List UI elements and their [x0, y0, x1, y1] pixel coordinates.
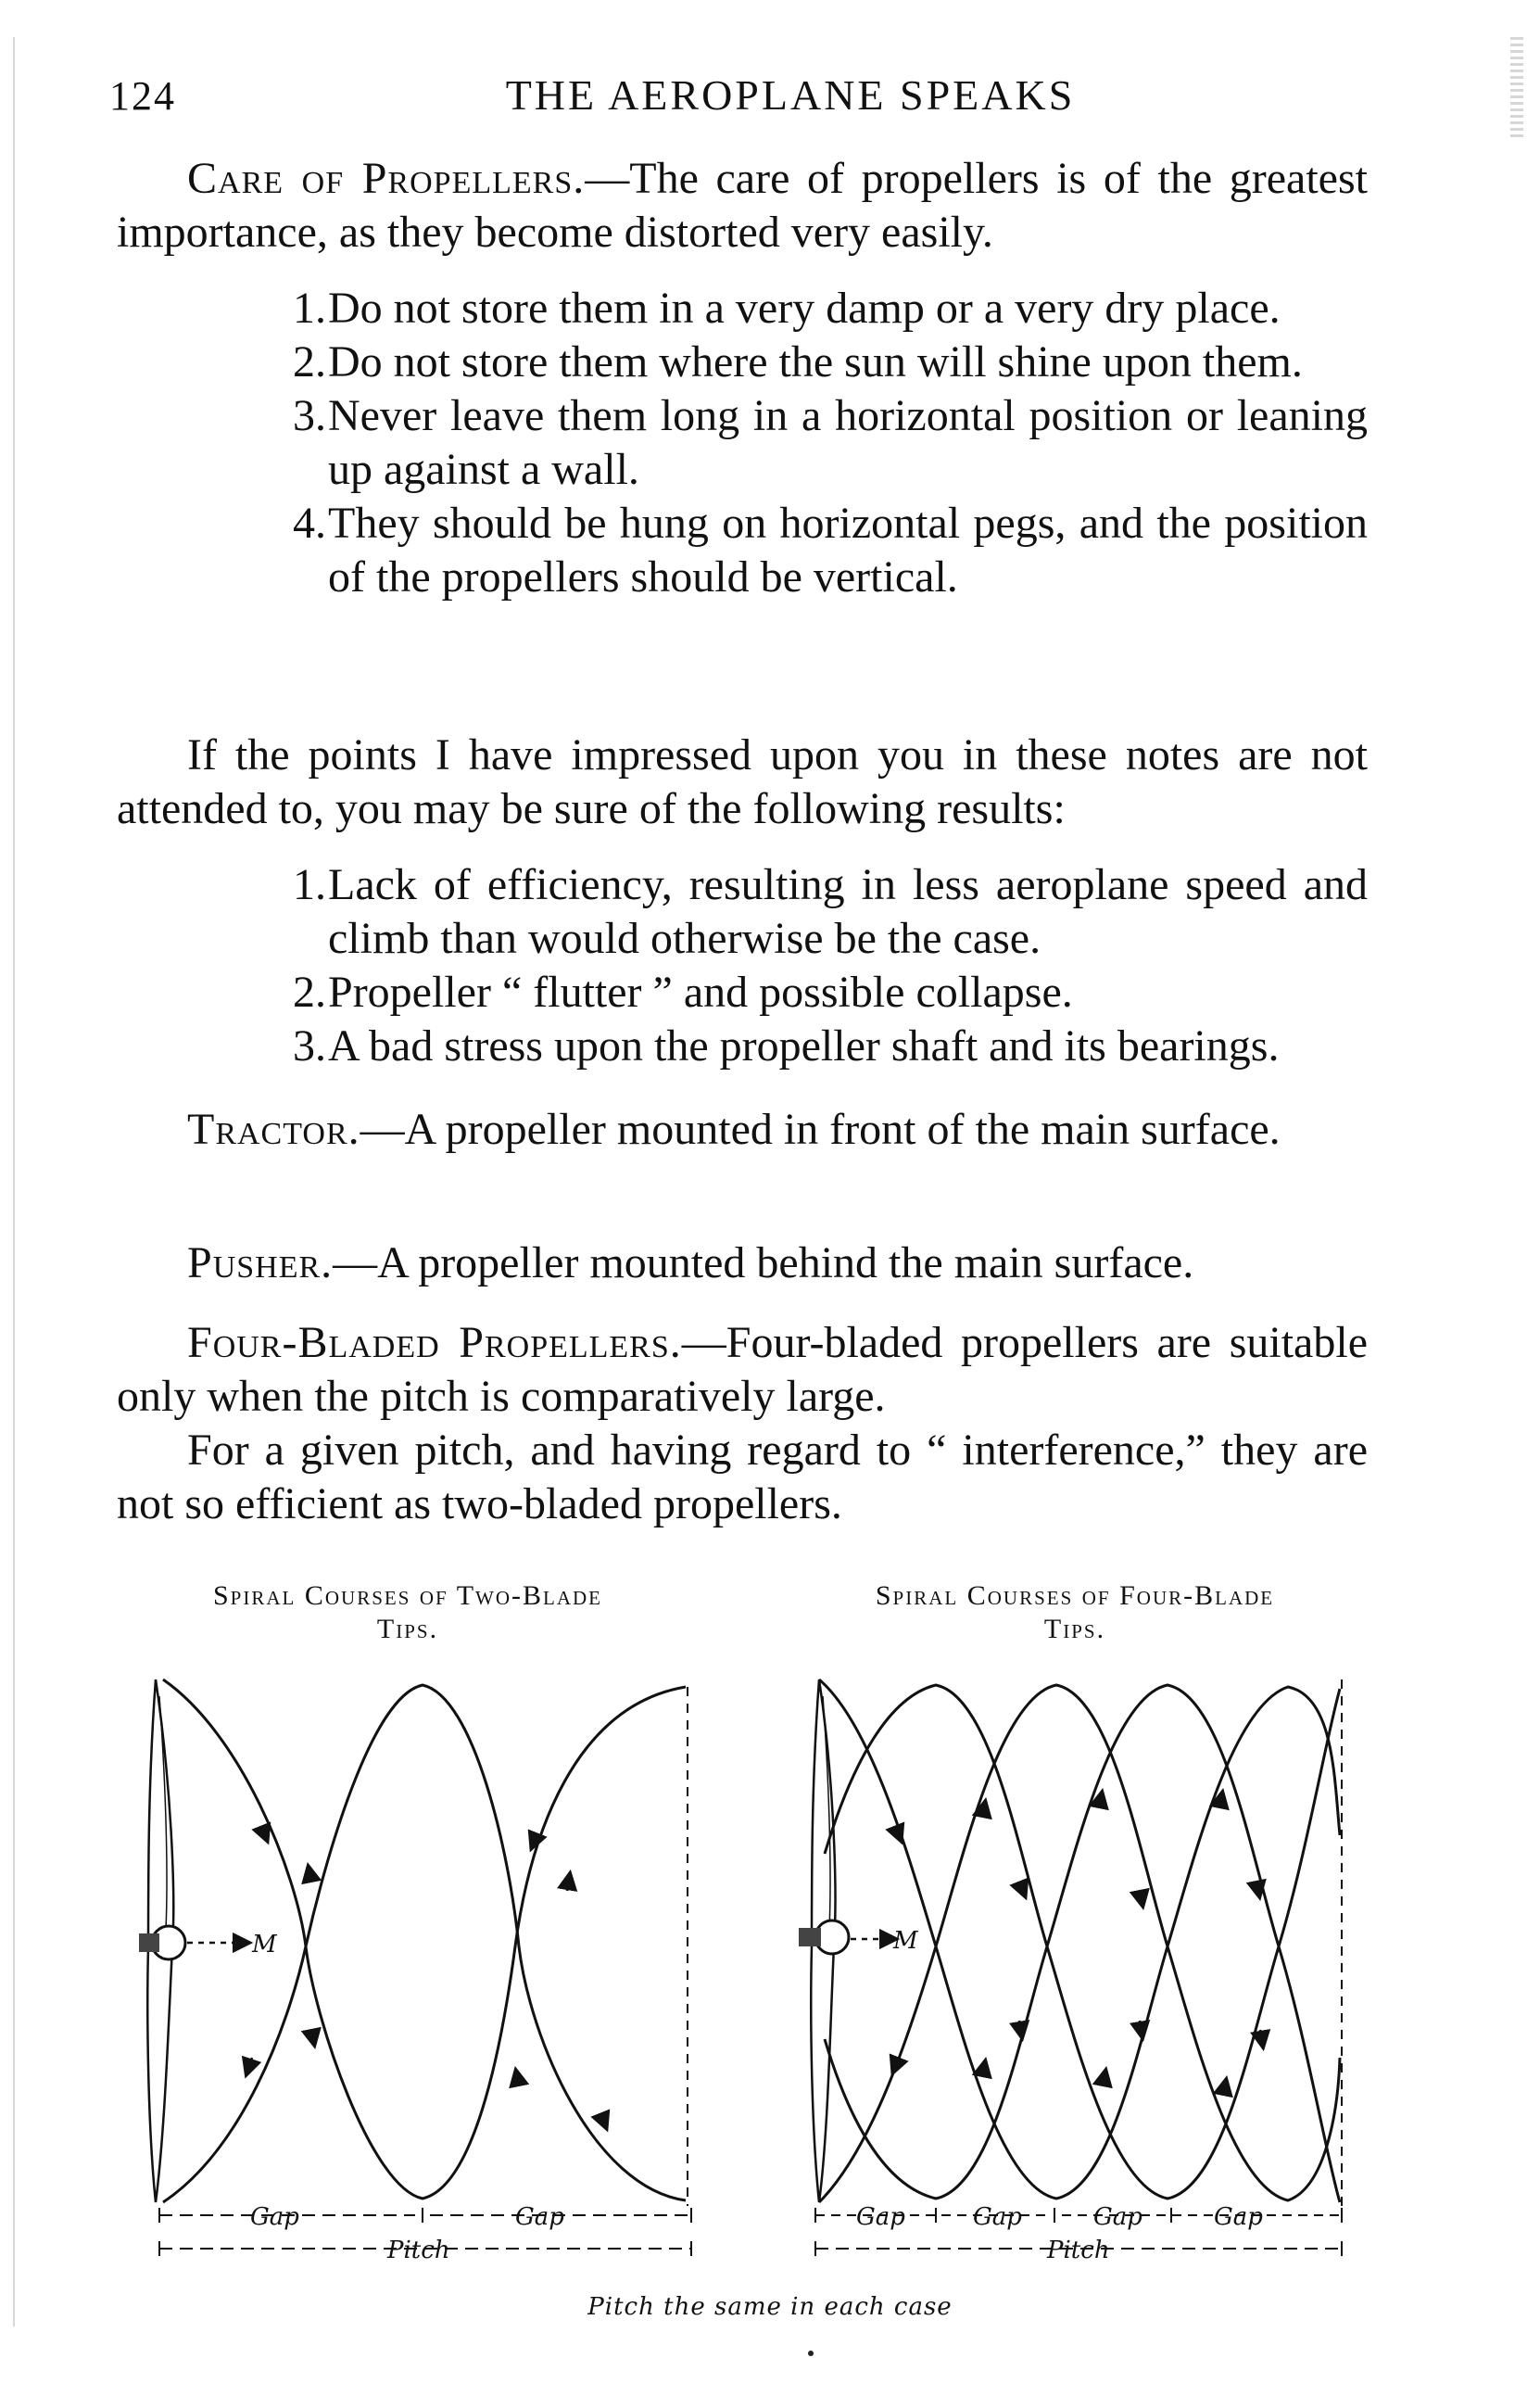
- left-figure-caption: [139, 1579, 676, 1646]
- care-section: [117, 152, 1368, 604]
- care-paragraph: [117, 152, 1368, 260]
- results-intro: If the points I have impressed upon you in these notes are not attended to, you may be sure of the following results:: [117, 730, 1368, 833]
- two-blade-spiral-course: [163, 1680, 686, 2199]
- four-bladed-body: —Four-bladed propellers are suitable only when the pitch is comparatively large.: [117, 1318, 1368, 1421]
- pusher-body: —A propeller mounted behind the main surface.: [333, 1238, 1194, 1287]
- two-blade-gap-label-1: Gap: [250, 2203, 299, 2231]
- spiral-courses-figure: [0, 1668, 1540, 2280]
- list-number: 1.: [293, 284, 326, 333]
- right-figure-caption: [797, 1579, 1353, 1646]
- list-number: 4.: [293, 499, 326, 548]
- two-blade-diagram: [139, 1680, 691, 2256]
- list-number: 2.: [293, 337, 326, 387]
- two-blade-marker-label: M: [252, 1931, 277, 1958]
- bottom-dot: [808, 2351, 814, 2356]
- tractor-section: [117, 1103, 1368, 1157]
- list-text: Never leave them long in a horizontal position or leaning up against a wall.: [328, 391, 1368, 494]
- scan-speckle: [1510, 37, 1523, 139]
- care-body: —The care of propellers is of the greatest importance, as they become distorted very easily.: [117, 154, 1369, 257]
- right-caption-line2: Tips.: [1043, 1614, 1106, 1644]
- two-blade-pitch-label: Pitch: [387, 2237, 450, 2264]
- list-item: [117, 966, 1368, 1020]
- list-item: [117, 336, 1368, 389]
- care-heading: Care of Propellers.: [187, 154, 586, 203]
- four-blade-gap-label-2: Gap: [973, 2203, 1022, 2231]
- four-blade-gap-label-4: Gap: [1214, 2203, 1263, 2231]
- figure-note: Pitch the same in each case: [587, 2293, 953, 2321]
- list-item: [117, 1020, 1368, 1073]
- list-item: [117, 858, 1368, 966]
- tractor-paragraph: [117, 1103, 1368, 1157]
- four-blade-gap-label-1: Gap: [856, 2203, 905, 2231]
- pusher-paragraph: [117, 1236, 1368, 1290]
- list-number: 2.: [293, 968, 326, 1017]
- list-item: [117, 282, 1368, 336]
- four-blade-pitch-label: Pitch: [1047, 2237, 1110, 2264]
- four-bladed-section: [117, 1316, 1368, 1531]
- list-item: [117, 497, 1368, 604]
- tractor-body: —A propeller mounted in front of the main surface.: [360, 1105, 1281, 1154]
- pusher-heading: Pusher.: [187, 1238, 334, 1287]
- list-text: Lack of efficiency, resulting in less aeroplane speed and climb than would otherwise be the case.: [328, 860, 1368, 963]
- results-list: [117, 858, 1368, 1073]
- left-caption-line2: Tips.: [376, 1614, 439, 1644]
- running-head: THE AEROPLANE SPEAKS: [505, 71, 1076, 119]
- results-section: [117, 729, 1368, 1073]
- two-blade-gap-label-2: Gap: [515, 2203, 564, 2231]
- four-bladed-paragraph-2: For a given pitch, and having regard to “ interference,” they are not so efficient as two-bladed propellers.: [117, 1426, 1368, 1528]
- list-text: Do not store them where the sun will shine upon them.: [328, 337, 1303, 387]
- list-text: Propeller “ flutter ” and possible collapse.: [328, 968, 1073, 1017]
- right-caption-line1: Spiral Courses of Four-Blade: [875, 1580, 1275, 1611]
- list-text: A bad stress upon the propeller shaft and its bearings.: [328, 1021, 1280, 1071]
- list-number: 3.: [293, 391, 326, 440]
- list-number: 1.: [293, 860, 326, 909]
- list-text: Do not store them in a very damp or a very dry place.: [328, 284, 1281, 333]
- page-header: [109, 65, 1370, 139]
- list-item: [117, 389, 1368, 497]
- four-bladed-paragraph: [117, 1316, 1368, 1424]
- four-blade-diagram: [799, 1680, 1342, 2256]
- four-blade-gap-label-3: Gap: [1093, 2203, 1142, 2231]
- pusher-section: [117, 1236, 1368, 1290]
- tractor-heading: Tractor.: [187, 1105, 360, 1154]
- four-blade-marker-label: M: [893, 1927, 918, 1955]
- page-number: 124: [109, 73, 176, 119]
- four-bladed-heading: Four-Bladed Propellers.: [187, 1318, 682, 1367]
- list-text: They should be hung on horizontal pegs, and the position of the propellers should be vertical.: [328, 499, 1368, 602]
- list-number: 3.: [293, 1021, 326, 1071]
- left-caption-line1: Spiral Courses of Two-Blade: [213, 1580, 602, 1611]
- care-list: [117, 282, 1368, 604]
